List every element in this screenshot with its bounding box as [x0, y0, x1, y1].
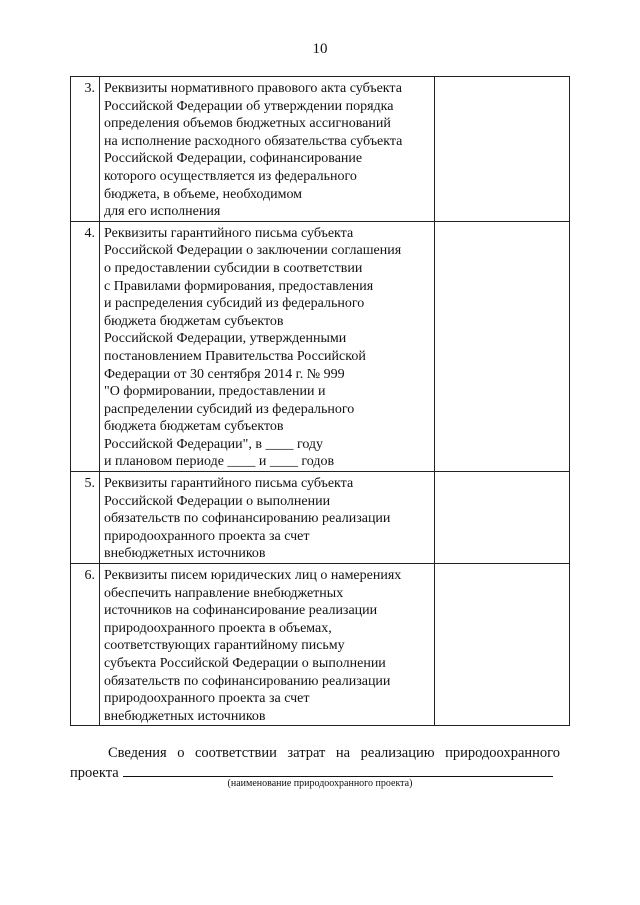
description-line: Федерации от 30 сентября 2014 г. № 999: [104, 366, 345, 382]
page-number: 10: [312, 41, 328, 57]
description-line: природоохранного проекта за счет: [104, 528, 310, 544]
row-value-cell[interactable]: [435, 77, 570, 222]
description-line: Российской Федерации", в ____ году: [104, 436, 324, 452]
description-line: определения объемов бюджетных ассигнований: [104, 116, 391, 132]
description-line: Российской Федерации об утверждении порядка: [104, 98, 394, 114]
description-line: обеспечить направление внебюджетных: [104, 585, 344, 601]
description-line: Реквизиты гарантийного письма субъекта: [104, 476, 354, 492]
description-line: постановлением Правительства Российской: [104, 348, 366, 364]
summary-line-1: Сведения о соответствии затрат на реализацию природоохранного: [108, 745, 560, 761]
row-number: 3.: [71, 77, 100, 222]
description-line: бюджета бюджетам субъектов: [104, 313, 284, 329]
description-line: Российской Федерации о выполнении: [104, 493, 331, 509]
description-line: внебюджетных источников: [104, 708, 266, 724]
table-row: [71, 77, 570, 222]
description-line: которого осуществляется из федерального: [104, 168, 357, 184]
project-name-caption: (наименование природоохранного проекта): [227, 778, 413, 789]
summary-paragraph: [70, 744, 560, 782]
row-value-cell[interactable]: [435, 472, 570, 564]
requisites-table: [70, 76, 570, 726]
row-description: [100, 472, 435, 564]
row-description: [100, 564, 435, 726]
row-value-cell[interactable]: [435, 564, 570, 726]
row-number: 4.: [71, 221, 100, 471]
description-line: внебюджетных источников: [104, 546, 266, 562]
description-line: Российской Федерации, софинансирование: [104, 151, 363, 167]
description-line: "О формировании, предоставлении и: [104, 384, 326, 400]
description-line: природоохранного проекта в объемах,: [104, 620, 332, 636]
row-number: 5.: [71, 472, 100, 564]
description-line: и плановом периоде ____ и ____ годов: [104, 454, 335, 470]
table-row: [71, 564, 570, 726]
table-row: [71, 472, 570, 564]
description-line: источников на софинансирование реализации: [104, 603, 378, 619]
row-description: [100, 221, 435, 471]
description-line: распределении субсидий из федерального: [104, 401, 355, 417]
description-line: бюджета, в объеме, необходимом: [104, 186, 303, 202]
description-line: с Правилами формирования, предоставления: [104, 278, 374, 294]
description-line: на исполнение расходного обязательства субъекта: [104, 133, 403, 149]
description-line: Российской Федерации о заключении соглашения: [104, 243, 402, 259]
description-line: бюджета бюджетам субъектов: [104, 419, 284, 435]
project-name-blank[interactable]: [123, 762, 553, 777]
description-line: обязательств по софинансированию реализации: [104, 511, 391, 527]
description-line: соответствующих гарантийному письму: [104, 638, 345, 654]
row-number: 6.: [71, 564, 100, 726]
description-line: природоохранного проекта за счет: [104, 691, 310, 707]
description-line: и распределения субсидий из федерального: [104, 296, 365, 312]
description-line: Реквизиты писем юридических лиц о намерениях: [104, 568, 402, 584]
row-description: [100, 77, 435, 222]
description-line: Реквизиты нормативного правового акта субъекта: [104, 81, 402, 96]
description-line: о предоставлении субсидии в соответствии: [104, 260, 363, 276]
table-row: [71, 221, 570, 471]
description-line: Российской Федерации, утвержденными: [104, 331, 347, 347]
description-line: субъекта Российской Федерации о выполнении: [104, 656, 386, 671]
row-value-cell[interactable]: [435, 221, 570, 471]
summary-line-2-prefix: проекта: [70, 765, 119, 781]
description-line: Реквизиты гарантийного письма субъекта: [104, 225, 354, 241]
description-line: для его исполнения: [104, 204, 221, 220]
description-line: обязательств по софинансированию реализации: [104, 673, 391, 689]
